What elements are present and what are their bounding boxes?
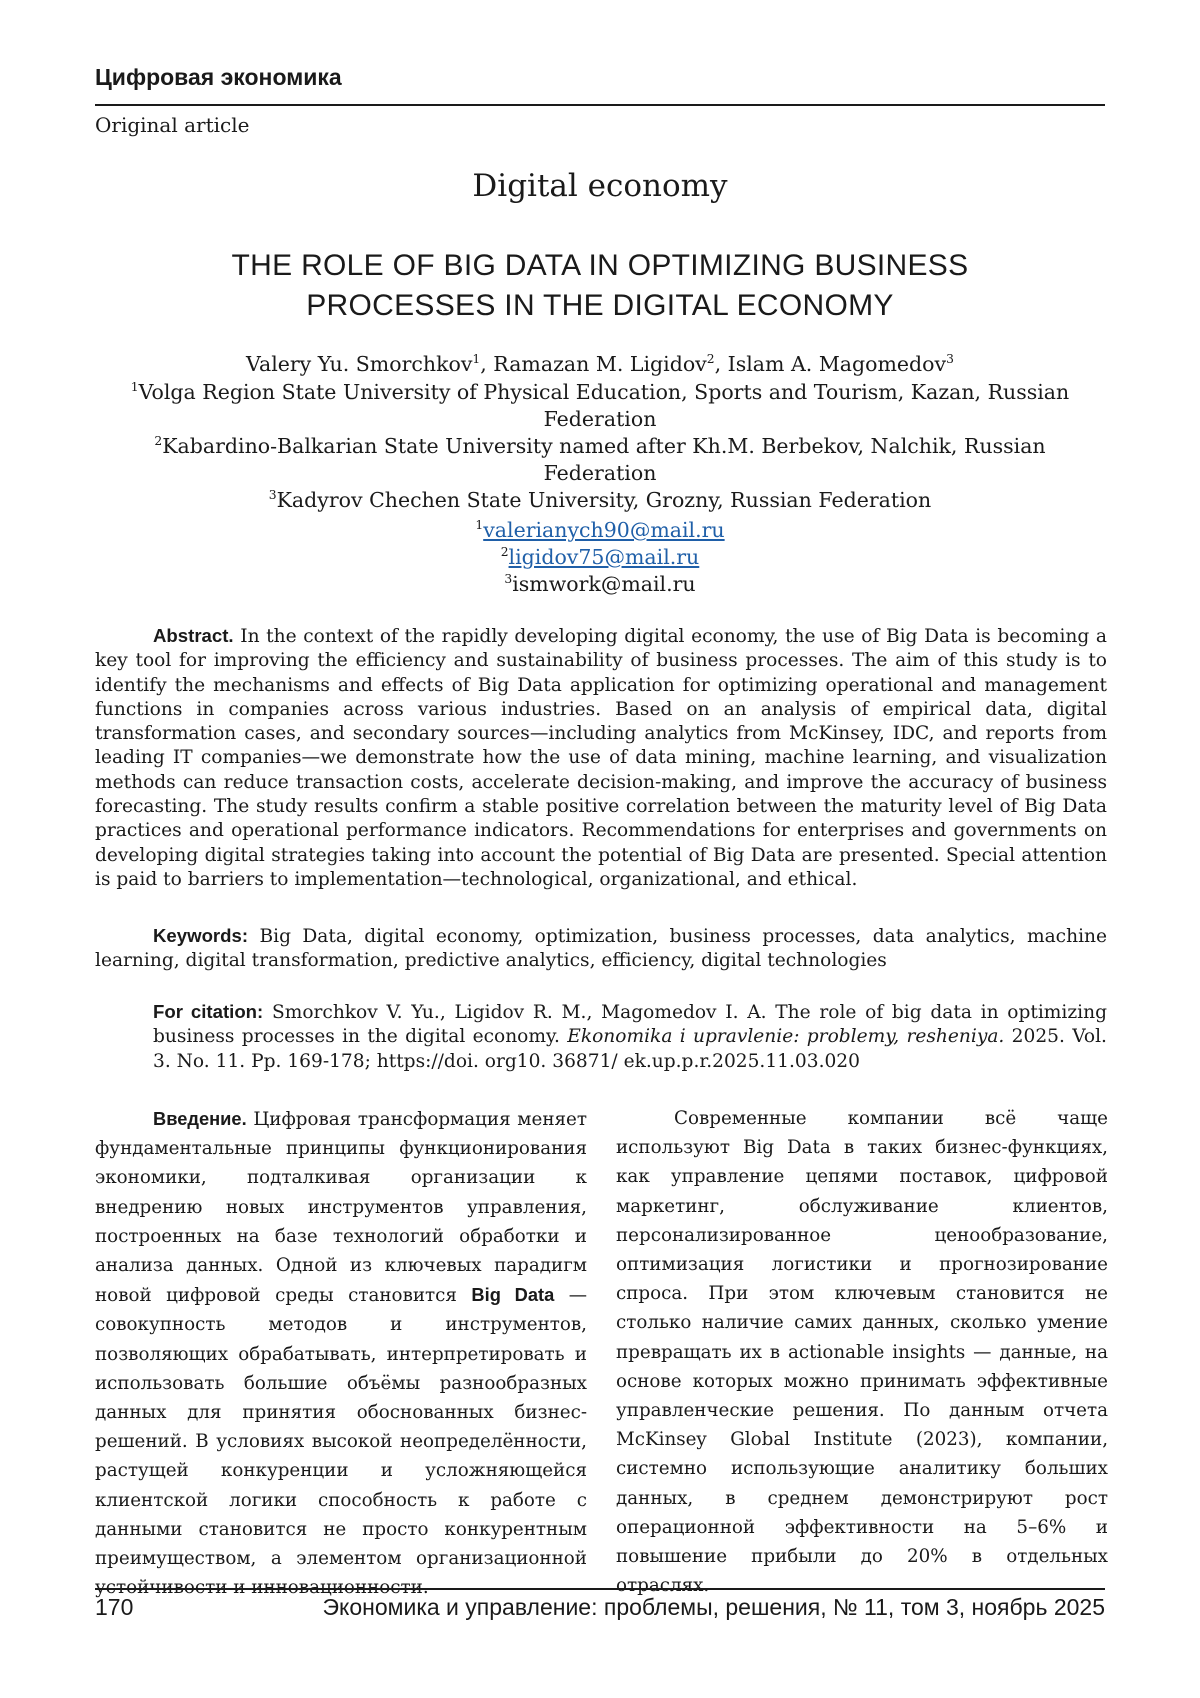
author-sup: 2 bbox=[706, 352, 715, 367]
journal-footer: Экономика и управление: проблемы, решения, № 11, том 3, ноябрь 2025 bbox=[322, 1594, 1105, 1620]
affiliation-sup: 3 bbox=[268, 488, 277, 503]
abstract-label: Abstract. bbox=[153, 625, 234, 646]
email-item bbox=[95, 571, 1105, 598]
keywords-label: Keywords: bbox=[153, 925, 249, 946]
affiliation-item-continuation: Federation bbox=[543, 461, 657, 485]
citation-journal: Ekonomika i upravlenie: problemy, resheniya. bbox=[567, 1026, 1005, 1048]
article-type-label: Original article bbox=[95, 113, 250, 137]
email-text: ismwork@mail.ru bbox=[512, 572, 696, 596]
introduction-text: Цифровая трансформация меняет фундаментальные принципы функционирования экономики, подталкивая организации к внедрению новых инструментов управления, построенных на базе технологий обработки и анализа данных. Одной из ключевых парадигм новой цифровой среды становится bbox=[95, 1109, 587, 1307]
affiliation-sup: 2 bbox=[154, 434, 163, 449]
email-sup: 2 bbox=[500, 545, 509, 560]
author-name: Islam A. Magomedov bbox=[727, 352, 947, 376]
body-column-right bbox=[616, 1104, 1108, 1600]
author-name: Valery Yu. Smorchkov bbox=[246, 352, 473, 376]
footer-divider bbox=[95, 1588, 1105, 1590]
author-name: Ramazan M. Ligidov bbox=[493, 352, 707, 376]
email-link[interactable]: valerianych90@mail.ru bbox=[483, 518, 725, 542]
body-column-left bbox=[95, 1104, 587, 1602]
citation-text: Smorchkov V. Yu., Ligidov R. M., Magomedov I. A. The role of big data in optimizing business processes in the digital economy. bbox=[153, 1002, 1107, 1048]
abstract-text: In the context of the rapidly developing digital economy, the use of Big Data is becoming a key tool for improving the efficiency and sustainability of business processes. The aim of this study is to identify the mechanisms and effects of Big Data application for optimizing operational and management functions in companies across various industries. Based on an analysis of empirical data, digital transformation cases, and secondary sources—including analytics from McKinsey, IDC, and reports from leading IT companies—we demonstrate how the use of data mining, machine learning, and visualization methods can reduce transaction costs, accelerate decision-making, and improve the accuracy of business forecasting. The study results confirm a stable positive correlation between the maturity level of Big Data practices and operational performance indicators. Recommendations for enterprises and governments on developing digital strategies taking into account the potential of Big Data are presented. Special attention is paid to barriers to implementation—technological, organizational, and ethical. bbox=[95, 626, 1107, 890]
email-sup: 1 bbox=[475, 518, 484, 533]
affiliation-item bbox=[95, 487, 1105, 514]
affiliation-text: Volga Region State University of Physical Education, Sports and Tourism, Kazan, Russian bbox=[138, 380, 1070, 404]
author-sup: 1 bbox=[472, 352, 481, 367]
email-list bbox=[95, 517, 1105, 598]
rubric-heading: Digital economy bbox=[472, 168, 728, 204]
big-data-term: Big Data bbox=[471, 1284, 555, 1306]
journal-section-heading: Цифровая экономика bbox=[95, 64, 342, 90]
affiliation-sup: 1 bbox=[130, 380, 139, 395]
body-paragraph: Современные компании всё чаще используют Big Data в таких бизнес-функциях, как управление цепями поставок, цифровой маркетинг, обслуживание клиентов, персонализированное ценообразование, оптимизация логистики и прогнозирование спроса. При этом ключевым становится не столько наличие самих данных, сколько умение превращать их в actionable insights — данные, на основе которых можно принимать эффективные управленческие решения. По данным отчета McKinsey Global Institute (2023), компании, системно использующие аналитику больших данных, в среднем демонстрируют рост операционной эффективности на 5–6% и повышение прибыли до 20% в отдельных отраслях. bbox=[616, 1108, 1108, 1597]
affiliation-item bbox=[95, 379, 1105, 406]
introduction-lead: Введение. bbox=[153, 1108, 247, 1129]
email-item bbox=[95, 517, 1105, 544]
header-divider bbox=[95, 104, 1105, 106]
page-number: 170 bbox=[95, 1594, 134, 1620]
introduction-text-continued: — совокупность методов и инструментов, позволяющих обрабатывать, интерпретировать и использовать большие объёмы разнообразных данных для принятия обоснованных бизнес-решений. В условиях высокой неопределённости, растущей конкуренции и усложняющейся клиентской логики способность к работе с данными становится не просто конкурентным преимуществом, а элементом организационной устойчивости и инновационности. bbox=[95, 1285, 588, 1599]
email-link[interactable]: ligidov75@mail.ru bbox=[508, 545, 700, 569]
article-title bbox=[95, 246, 1105, 326]
affiliation-text: Kadyrov Chechen State University, Grozny, Russian Federation bbox=[276, 488, 932, 512]
keywords-paragraph bbox=[95, 924, 1107, 974]
affiliation-list bbox=[95, 379, 1105, 514]
abstract-paragraph bbox=[95, 624, 1107, 892]
affiliation-text: Kabardino-Balkarian State University named after Kh.M. Berbekov, Nalchik, Russian bbox=[162, 434, 1046, 458]
author-sup: 3 bbox=[946, 352, 954, 367]
citation-details: 2025. Vol. 3. No. 11. Pp. 169-178; https://doi. org10. 36871/ ek.up.p.r.2025.11.03.020 bbox=[153, 1026, 1107, 1072]
affiliation-item bbox=[95, 433, 1105, 460]
email-item bbox=[95, 544, 1105, 571]
title-line-2: PROCESSES IN THE DIGITAL ECONOMY bbox=[306, 289, 894, 322]
title-line-1: THE ROLE OF BIG DATA IN OPTIMIZING BUSINESS bbox=[231, 249, 969, 282]
citation-paragraph bbox=[153, 1000, 1107, 1074]
keywords-text: Big Data, digital economy, optimization, business processes, data analytics, machine learning, digital transformation, predictive analytics, efficiency, digital technologies bbox=[95, 926, 1107, 972]
citation-label: For citation: bbox=[153, 1001, 264, 1022]
affiliation-item-continuation: Federation bbox=[543, 407, 657, 431]
author-list: Valery Yu. Smorchkov$^1$, Ramazan M. Ligidov$^2$, Islam A. Magomedov$^3$ bbox=[246, 352, 954, 376]
email-sup: 3 bbox=[504, 572, 513, 587]
